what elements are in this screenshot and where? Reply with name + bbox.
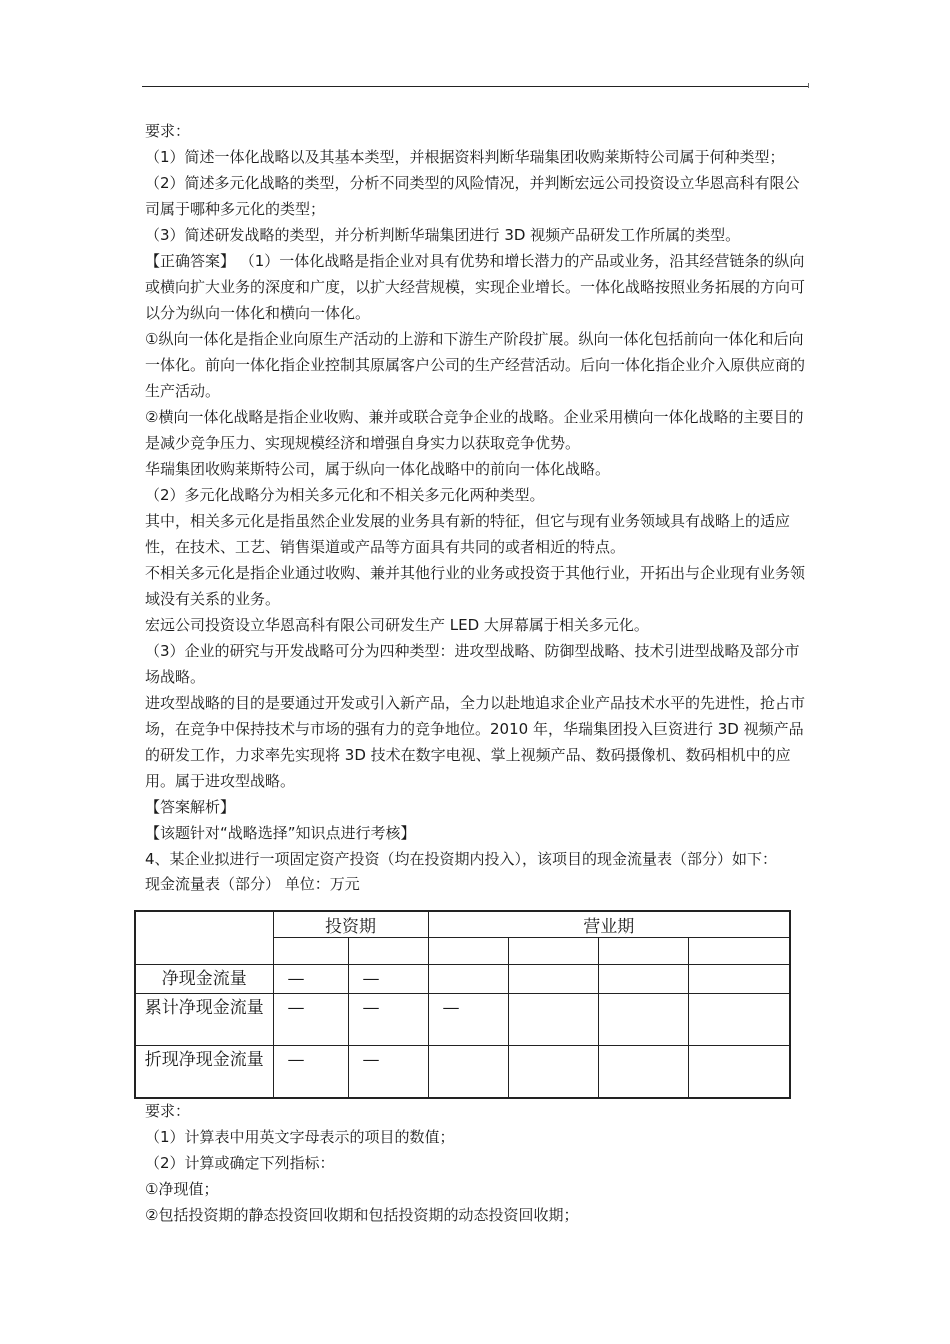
paragraph: ②横向一体化战略是指企业收购、兼并或联合竞争企业的战略。企业采用横向一体化战略的主要目的是减少竞争压力、实现规模经济和增强自身实力以获取竞争优势。 — [145, 408, 804, 452]
paragraph: （3）简述研发战略的类型，并分析判断华瑞集团进行 3D 视频产品研发工作所属的类型。 — [145, 226, 741, 244]
table-cell — [598, 1046, 688, 1098]
table-cell — [508, 1046, 598, 1098]
table-cell: — — [273, 994, 348, 1046]
table-cell — [428, 1046, 508, 1098]
table-cell — [598, 938, 688, 965]
paragraph: 【该题针对“战略选择”知识点进行考核】 — [145, 824, 416, 842]
table-cell: — — [428, 994, 508, 1046]
table-cell: — — [273, 1046, 348, 1098]
header-operate-period: 营业期 — [428, 911, 790, 938]
paragraph: （1）计算表中用英文字母表示的项目的数值； — [145, 1128, 455, 1146]
paragraph: 要求： — [145, 122, 191, 140]
row-label-cumulative-net-cash-flow: 累计净现金流量 — [135, 994, 273, 1046]
table-cell: — — [348, 965, 428, 994]
paragraph: 要求： — [145, 1102, 191, 1120]
table-cell: — — [348, 994, 428, 1046]
table-cell — [508, 965, 598, 994]
paragraph: 【正确答案】 （1）一体化战略是指企业对具有优势和增长潜力的产品或业务，沿其经营链条的纵向或横向扩大业务的深度和广度，以扩大经营规模，实现企业增长。一体化战略按照业务拓展的方向可以分为纵向一体化和横向一体化。 — [145, 252, 806, 322]
header-rule — [142, 86, 808, 87]
paragraph: 宏远公司投资设立华恩高科有限公司研发生产 LED 大屏幕属于相关多元化。 — [145, 616, 649, 634]
table-cell — [273, 938, 348, 965]
paragraph: ①净现值； — [145, 1180, 219, 1198]
table-caption: 现金流量表（部分） 单位：万元 — [145, 875, 360, 893]
paragraph: ②包括投资期的静态投资回收期和包括投资期的动态投资回收期； — [145, 1206, 579, 1224]
paragraph: （2）计算或确定下列指标： — [145, 1154, 335, 1172]
paragraph: 不相关多元化是指企业通过收购、兼并其他行业的业务或投资于其他行业，开拓出与企业现有业务领域没有关系的业务。 — [145, 564, 806, 608]
header-rule-tick — [808, 83, 809, 88]
paragraph: 【答案解析】 — [145, 798, 236, 816]
paragraph: 华瑞集团收购莱斯特公司，属于纵向一体化战略中的前向一体化战略。 — [145, 460, 611, 478]
table-cell — [688, 1046, 790, 1098]
table-cell — [508, 994, 598, 1046]
table-cell — [428, 965, 508, 994]
table-cell — [348, 938, 428, 965]
table-cell — [428, 938, 508, 965]
paragraph: 其中，相关多元化是指虽然企业发展的业务具有新的特征，但它与现有业务领域具有战略上的适应性，在技术、工艺、销售渠道或产品等方面具有共同的或者相近的特点。 — [145, 512, 791, 556]
table-cell — [598, 965, 688, 994]
document-body — [145, 118, 813, 896]
table-cell: — — [348, 1046, 428, 1098]
paragraph: ①纵向一体化是指企业向原生产活动的上游和下游生产阶段扩展。纵向一体化包括前向一体化和后向一体化。前向一体化指企业控制其原属客户公司的生产经营活动。后向一体化指企业介入原供应商的生产活动。 — [145, 330, 806, 400]
table-cell — [508, 938, 598, 965]
row-label-net-cash-flow: 净现金流量 — [135, 965, 273, 994]
paragraph: 4、某企业拟进行一项固定资产投资（均在投资期内投入），该项目的现金流量表（部分）如下： — [145, 850, 778, 868]
table-cell — [688, 994, 790, 1046]
paragraph: （2）简述多元化战略的类型，分析不同类型的风险情况，并判断宏远公司投资设立华恩高科有限公司属于哪种多元化的类型； — [145, 174, 800, 218]
paragraph: 进攻型战略的目的是要通过开发或引入新产品，全力以赴地追求企业产品技术水平的先进性，抢占市场，在竞争中保持技术与市场的强有力的竞争地位。2010 年，华瑞集团投入巨资进行 3D 视频产品的研发工作，力求率先实现将 3D 技术在数字电视、掌上视频产品、数码摄像机、数码相机中的应用。属于进攻型战略。 — [145, 694, 806, 790]
table-cell — [598, 994, 688, 1046]
header-invest-period: 投资期 — [273, 911, 428, 938]
paragraph: （1）简述一体化战略以及其基本类型，并根据资料判断华瑞集团收购莱斯特公司属于何种类型； — [145, 148, 785, 166]
table-cell: — — [273, 965, 348, 994]
row-label-discounted-net-cash-flow: 折现净现金流量 — [135, 1046, 273, 1098]
table-cell — [688, 938, 790, 965]
requirements-section — [145, 1098, 813, 1228]
paragraph: （3）企业的研究与开发战略可分为四种类型：进攻型战略、防御型战略、技术引进型战略及部分市场战略。 — [145, 642, 800, 686]
table-cell — [688, 965, 790, 994]
paragraph: （2）多元化战略分为相关多元化和不相关多元化两种类型。 — [145, 486, 545, 504]
cash-flow-table — [134, 910, 791, 1099]
table-corner-cell — [135, 911, 273, 965]
